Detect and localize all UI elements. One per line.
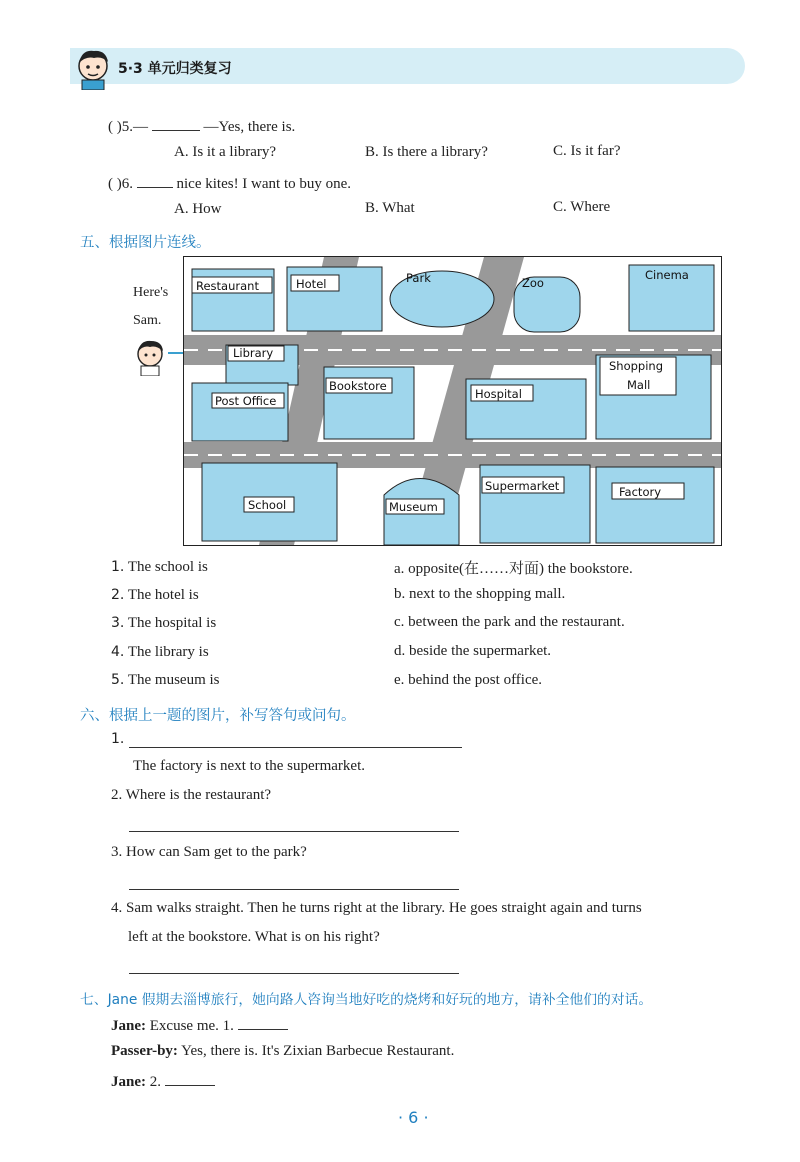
q6-option-a[interactable]: A. How: [174, 201, 222, 217]
s6-q1-answer: The factory is next to the supermarket.: [133, 758, 366, 774]
match-left-2[interactable]: 2. The hotel is: [111, 587, 199, 603]
map-label-school: School: [248, 498, 287, 512]
s7-jane-line2: Jane: 2.: [111, 1071, 215, 1091]
s6-q1-number: 1.: [111, 731, 125, 747]
park-area: [390, 271, 494, 327]
cinema-building: [629, 265, 714, 331]
map-label-hospital: Hospital: [475, 387, 522, 401]
q5-blank[interactable]: [152, 116, 200, 131]
sam-avatar-icon: [130, 336, 170, 376]
section5-title: 五、根据图片连线。: [80, 235, 211, 251]
factory-building: [596, 467, 714, 543]
s7-passer-line: Passer-by: Yes, there is. It's Zixian Barbecue Restaurant.: [111, 1043, 455, 1059]
sam-label: Sam.: [133, 313, 162, 328]
match-right-e[interactable]: e. behind the post office.: [394, 672, 543, 688]
q6-blank[interactable]: [137, 173, 173, 188]
map-label-cinema: Cinema: [645, 268, 689, 282]
q6-paren: ( )6.: [108, 176, 133, 192]
map-label-museum: Museum: [389, 500, 438, 514]
s7-jane-line1: Jane: Excuse me. 1.: [111, 1015, 288, 1035]
q6-stem: ( )6. nice kites! I want to buy one.: [108, 173, 351, 193]
map-label-park: Park: [406, 271, 431, 285]
restaurant-building: [192, 269, 274, 331]
shopping-mall-building: [596, 355, 711, 439]
q5-stem: ( )5.— —Yes, there is.: [108, 116, 295, 136]
town-map: [183, 256, 722, 546]
map-label-supermarket: Supermarket: [485, 479, 560, 493]
bookstore-building: [324, 367, 414, 439]
page-number: · 6 ·: [398, 1108, 429, 1127]
s6-q2-answer-line[interactable]: [129, 830, 459, 832]
map-label-mall: Mall: [627, 378, 651, 392]
match-right-c[interactable]: c. between the park and the restaurant.: [394, 614, 625, 630]
hospital-building: [466, 379, 586, 439]
map-label-library: Library: [233, 346, 274, 360]
q5-option-b[interactable]: B. Is there a library?: [365, 144, 488, 160]
match-left-1[interactable]: 1. The school is: [111, 559, 208, 575]
match-right-b[interactable]: b. next to the shopping mall.: [394, 586, 566, 602]
map-label-hotel: Hotel: [296, 277, 327, 291]
s6-q4-answer-line[interactable]: [129, 972, 459, 974]
hotel-building: [287, 267, 382, 331]
q5-paren: ( )5.: [108, 119, 133, 135]
section6-title: 六、根据上一题的图片，补写答句或问句。: [80, 708, 356, 724]
map-label-bookstore: Bookstore: [329, 379, 387, 393]
s6-q3-answer-line[interactable]: [129, 888, 459, 890]
map-label-restaurant: Restaurant: [196, 279, 259, 293]
s6-q3: 3. How can Sam get to the park?: [111, 844, 307, 860]
post-office-building: [192, 383, 288, 441]
s6-q1-answer-line[interactable]: [129, 746, 462, 748]
match-left-3[interactable]: 3. The hospital is: [111, 615, 217, 631]
s6-q2: 2. Where is the restaurant?: [111, 787, 272, 803]
map-label-factory: Factory: [619, 485, 662, 499]
q6-option-c[interactable]: C. Where: [553, 199, 611, 215]
match-right-d[interactable]: d. beside the supermarket.: [394, 643, 552, 659]
supermarket-building: [480, 465, 590, 543]
s6-q4-line2: left at the bookstore. What is on his right?: [128, 929, 380, 945]
q6-option-b[interactable]: B. What: [365, 200, 415, 216]
q5-option-c[interactable]: C. Is it far?: [553, 143, 621, 159]
match-left-5[interactable]: 5. The museum is: [111, 672, 220, 688]
museum-building: [384, 479, 459, 546]
library-building: [226, 345, 298, 385]
s6-q4-line1: 4. Sam walks straight. Then he turns right at the library. He goes straight again and turns: [111, 900, 642, 916]
school-building: [202, 463, 337, 541]
q5-option-a[interactable]: A. Is it a library?: [174, 144, 277, 160]
map-label-zoo: Zoo: [522, 276, 544, 290]
map-label-post-office: Post Office: [215, 394, 277, 408]
section7-title: 七、Jane 假期去淄博旅行，她向路人咨询当地好吃的烧烤和好玩的地方，请补全他们的对话。: [80, 992, 653, 1008]
s7-blank-1[interactable]: [238, 1015, 288, 1030]
match-left-4[interactable]: 4. The library is: [111, 644, 209, 660]
s7-blank-2[interactable]: [165, 1071, 215, 1086]
map-label-shopping: Shopping: [609, 359, 664, 373]
here-label: Here's: [133, 285, 169, 300]
boy-mascot-icon: [72, 46, 114, 90]
zoo-area: [514, 276, 580, 332]
match-right-a[interactable]: a. opposite(在……对面) the bookstore.: [394, 561, 633, 577]
header-title: 5·3 单元归类复习: [118, 61, 232, 77]
